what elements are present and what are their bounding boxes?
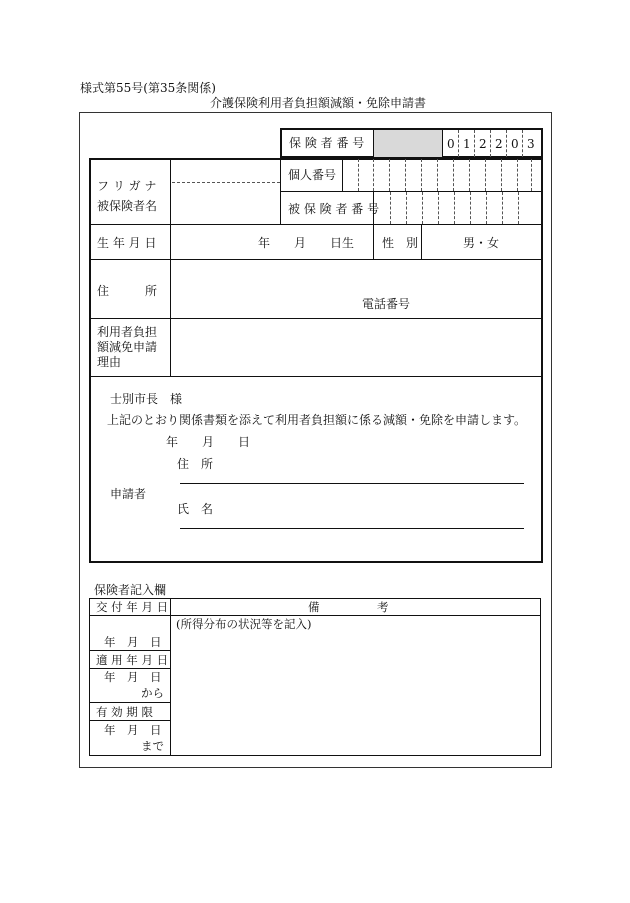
issue-date-label: 交 付 年 月 日	[96, 600, 169, 614]
validity-date-value[interactable]: 年 月 日	[104, 723, 162, 737]
insurer-digit-4: 2	[495, 137, 503, 151]
reason-label-line1: 利用者負担	[97, 325, 158, 339]
applicant-name-label: 氏 名	[177, 502, 214, 516]
apply-from-label: から	[141, 686, 164, 700]
personal-number-label: 個人番号	[288, 168, 337, 182]
reason-input-area[interactable]	[171, 319, 541, 376]
address-label: 住 所	[97, 284, 158, 298]
apply-date-label: 適 用 年 月 日	[96, 653, 169, 667]
application-date[interactable]: 年 月 日	[166, 435, 251, 449]
applicant-address-label: 住 所	[177, 457, 214, 471]
address-input-area[interactable]	[171, 260, 541, 318]
name-input-area[interactable]	[171, 159, 280, 224]
insurer-digit-6: 3	[527, 137, 535, 151]
insurer-digit-2: 1	[463, 137, 471, 151]
insured-name-label: 被保険者名	[97, 199, 158, 213]
reason-label-line3: 理由	[97, 355, 122, 369]
insurer-number-label: 保 険 者 番 号	[289, 136, 365, 150]
gender-selector[interactable]: 男・女	[463, 236, 500, 250]
insurer-section-heading: 保険者記入欄	[94, 583, 167, 597]
remarks-input-area[interactable]	[171, 616, 540, 755]
remarks-label: 備 考	[308, 600, 389, 614]
applicant-address-line[interactable]	[180, 483, 524, 484]
addressee: 士別市長 様	[110, 392, 183, 406]
apply-date-value[interactable]: 年 月 日	[104, 670, 162, 684]
insurer-digit-1: 0	[447, 137, 455, 151]
insured-number-label: 被 保 険 者 番 号	[288, 202, 380, 216]
issue-date-value[interactable]: 年 月 日	[104, 635, 162, 649]
remarks-note: (所得分布の状況等を記入)	[176, 617, 312, 631]
insurer-digit-5: 0	[511, 137, 519, 151]
statement: 上記のとおり関係書類を添えて利用者負担額に係る減額・免除を申請します。	[107, 413, 527, 427]
gender-label: 性 別	[382, 236, 419, 250]
phone-label: 電話番号	[362, 297, 411, 311]
birth-date-value[interactable]: 年 月 日生	[258, 236, 355, 250]
page-title: 介護保険利用者負担額減額・免除申請書	[210, 96, 427, 110]
birth-date-label: 生 年 月 日	[97, 236, 157, 250]
applicant-label: 申請者	[110, 487, 147, 501]
insurer-number-shaded	[374, 130, 442, 157]
reason-label-line2: 額減免申請	[97, 340, 158, 354]
applicant-name-line[interactable]	[180, 528, 524, 529]
validity-label: 有 効 期 限	[96, 705, 153, 719]
form-number: 様式第55号(第35条関係)	[80, 81, 216, 95]
validity-until-label: まで	[141, 739, 164, 753]
furigana-label: フ リ ガ ナ	[97, 179, 157, 193]
insurer-digit-3: 2	[479, 137, 487, 151]
